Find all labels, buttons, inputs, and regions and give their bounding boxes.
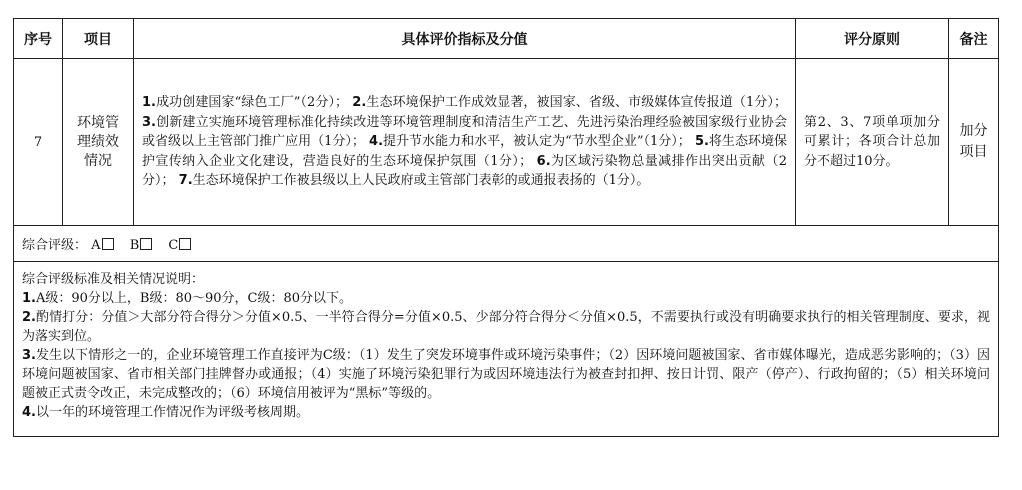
spec-num: 2. — [352, 95, 367, 111]
standards-text: 发生以下情形之一的，企业环境管理工作直接评为C级：（1）发生了突发环境事件或环境污染事件；（2）因环境问题被国家、省市媒体曝光，造成恶劣影响的；（3）因环境问题被国家、省市相关部门挂牌督办或通报；（4）实施了环境污染犯罪行为或因环境违法行为被查封扣押、按日计罚、限产（停产）、行政拘留的；（5）相关环境问题被正式责令改正，未完成整改的；（6）环境信用被评为“黑标”等级的。 — [22, 348, 990, 401]
standards-item — [22, 346, 990, 403]
rating-label: 综合评级： — [22, 238, 88, 253]
standards-title: 综合评级标准及相关情况说明： — [22, 272, 205, 287]
spec-num: 3. — [142, 114, 156, 130]
row-item-line: 环境管 — [77, 114, 119, 131]
standards-item — [22, 403, 990, 422]
rating-option-c: C — [168, 238, 179, 253]
standards-item — [22, 308, 990, 346]
standards-text: 酌情打分：分值＞大部分符合得分＞分值×0.5、一半符合得分=分值×0.5、少部分符合得分＜分值×0.5，不需要执行或没有明确要求执行的相关管理制度、要求，视为落实到位。 — [22, 310, 990, 344]
spec-num: 6. — [536, 153, 551, 169]
header-spec: 具体评价指标及分值 — [134, 19, 796, 59]
standards-num: 4. — [22, 405, 36, 420]
rating-checkbox-b[interactable] — [140, 238, 152, 250]
rating-checkbox-c[interactable] — [179, 238, 191, 250]
standards-cell — [14, 262, 999, 437]
header-note: 备注 — [949, 19, 999, 59]
row-item — [63, 59, 134, 226]
standards-item — [22, 289, 990, 308]
row-note-line: 项目 — [959, 144, 988, 160]
spec-text: 生态环境保护工作被县级以上人民政府或主管部门表彰的或通报表扬的（1分）。 — [192, 173, 650, 189]
standards-text: 以一年的环境管理工作情况作为评级考核周期。 — [35, 405, 309, 420]
rating-checkbox-a[interactable] — [102, 238, 114, 250]
rating-option-b: B — [129, 238, 140, 253]
row-spec — [134, 59, 796, 226]
spec-num: 1. — [142, 95, 156, 111]
row-rule: 第2、3、7项单项加分可累计；各项合计总加分不超过10分。 — [796, 59, 949, 226]
rating-option-a: A — [91, 238, 101, 253]
standards-num: 3. — [22, 348, 36, 363]
header-row — [14, 19, 999, 59]
header-rule: 评分原则 — [796, 19, 949, 59]
spec-text: 将生态环境保护宣传纳入企业文化建设，营造良好的生态环境保护氛围（1分）； — [142, 134, 787, 169]
standards-num: 2. — [22, 310, 36, 325]
row-note-line: 加分 — [959, 123, 988, 139]
spec-num: 7. — [178, 173, 193, 189]
header-seq: 序号 — [14, 19, 63, 59]
spec-text: 生态环境保护工作成效显著，被国家、省级、市级媒体宣传报道（1分）； — [366, 95, 787, 111]
rating-cell — [14, 226, 999, 262]
spec-text: 成功创建国家“绿色工厂”（2分）； — [155, 95, 349, 111]
spec-text: 创新建立实施环境管理标准化持续改进等环境管理制度和清洁生产工艺、先进污染治理经验被国家级行业协会或省级以上主管部门推广应用（1分）； — [142, 114, 787, 150]
table-row — [14, 59, 999, 226]
header-item: 项目 — [63, 19, 134, 59]
standards-row — [14, 262, 999, 437]
row-note — [949, 59, 999, 226]
row-seq: 7 — [14, 59, 63, 226]
row-item-line: 情况 — [84, 152, 112, 169]
evaluation-table — [13, 18, 999, 437]
standards-text: A级：90分以上，B级：80～90分，C级：80分以下。 — [35, 291, 353, 306]
spec-text: 为区域污染物总量减排作出突出贡献（2分）； — [142, 153, 787, 189]
rating-row — [14, 226, 999, 262]
spec-num: 5. — [694, 134, 709, 150]
spec-text: 提升节水能力和水平，被认定为“节水型企业”（1分）； — [383, 134, 691, 150]
spec-num: 4. — [369, 134, 384, 150]
row-item-line: 理绩效 — [77, 133, 119, 150]
standards-num: 1. — [22, 291, 36, 306]
